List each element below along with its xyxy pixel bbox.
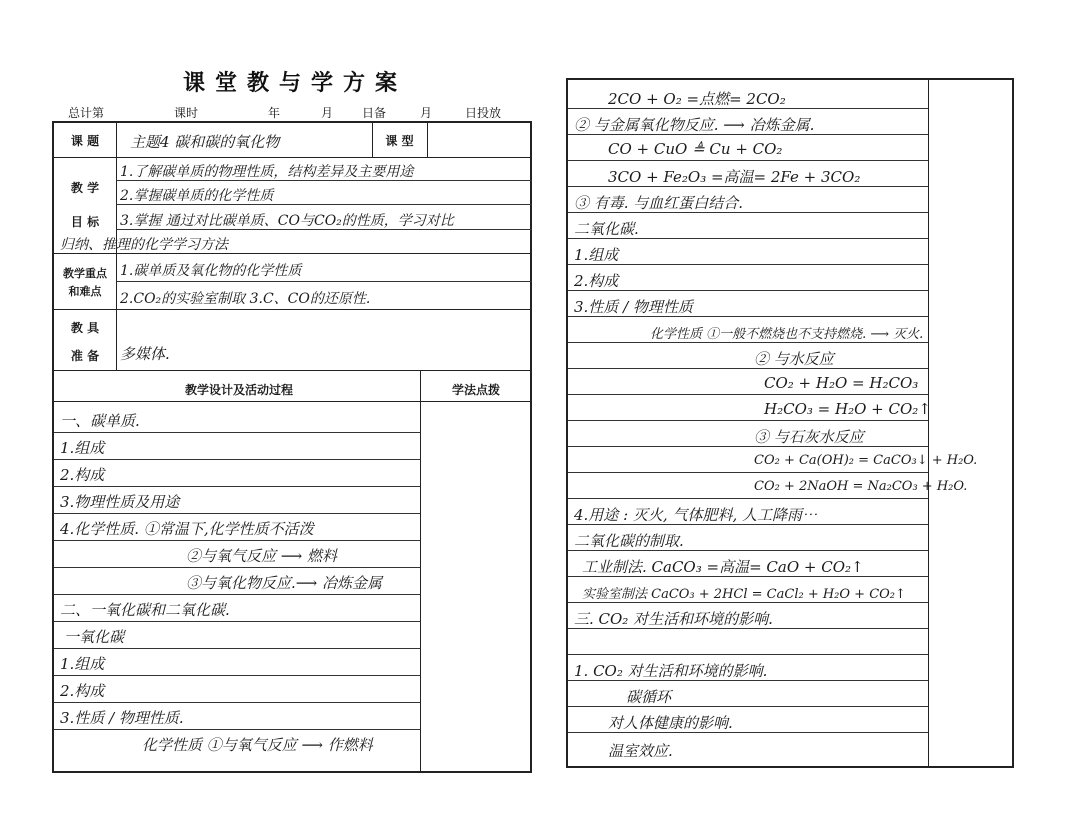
continuation-page	[566, 78, 1014, 768]
tools-label-top: 教 具	[70, 321, 100, 335]
key-point-2: 2.CO₂的实验室制取 3.C、CO的还原性.	[120, 291, 371, 307]
goal-line-2: 2.掌握碳单质的化学性质	[120, 188, 274, 204]
right-line-7: 1.组成	[574, 246, 619, 264]
process-line-8: 二、一氧化碳和二氧化碳.	[60, 601, 230, 619]
process-line-11: 2.构成	[60, 682, 105, 700]
process-line-5: 4.化学性质. ①常温下,化学性质不活泼	[60, 520, 314, 538]
right-line-22: 1. CO₂ 对生活和环境的影响.	[574, 662, 768, 680]
page-title: 课堂教与学方案	[182, 71, 407, 96]
right-line-2: ② 与金属氧化物反应. ⟶ 冶炼金属.	[574, 116, 815, 134]
tools-value: 多媒体.	[120, 345, 170, 363]
right-line-11: ② 与水反应	[754, 350, 834, 368]
goal-line-1: 1.了解碳单质的物理性质，结构差异及主要用途	[120, 164, 414, 180]
meta-release-day: 日投放	[465, 106, 502, 120]
right-line-9: 3.性质 / 物理性质	[574, 298, 693, 316]
right-line-17: 4.用途 : 灭火, 气体肥料, 人工降雨⋯	[574, 506, 817, 524]
right-line-10: 化学性质 ①一般不燃烧也不支持燃烧. ⟶ 灭火.	[650, 327, 924, 342]
right-line-8: 2.构成	[574, 272, 619, 290]
process-line-4: 3.物理性质及用途	[60, 493, 180, 511]
right-line-15: CO₂ + Ca(OH)₂ = CaCO₃↓ + H₂O.	[754, 453, 978, 468]
right-line-21: 三. CO₂ 对生活和环境的影响.	[574, 610, 773, 628]
tools-label-bottom: 准 备	[70, 349, 100, 363]
goal-line-4: 归纳、推理的化学学习方法	[60, 237, 228, 253]
right-line-14: ③ 与石灰水反应	[754, 428, 864, 446]
meta-month: 月	[321, 106, 334, 120]
right-line-18: 二氧化碳的制取.	[574, 532, 684, 550]
type-label: 课 型	[385, 134, 414, 148]
meta-prep-day: 日备	[362, 106, 387, 120]
right-line-16: CO₂ + 2NaOH = Na₂CO₃ + H₂O.	[754, 479, 968, 494]
right-line-23: 碳循环	[626, 688, 672, 706]
process-line-7: ③与氧化物反应.⟶ 冶炼金属	[186, 574, 383, 592]
topic-value: 主题4 碳和碳的氧化物	[130, 133, 280, 151]
process-line-9: 一氧化碳	[64, 628, 125, 646]
right-line-1: 2CO + O₂ =点燃= 2CO₂	[608, 90, 786, 108]
right-line-20: 实验室制法 CaCO₃ + 2HCl = CaCl₂ + H₂O + CO₂↑	[582, 587, 906, 602]
right-line-5: ③ 有毒. 与血红蛋白结合.	[574, 194, 744, 212]
right-line-13: H₂CO₃ = H₂O + CO₂↑	[764, 400, 931, 418]
meta-year: 年	[268, 106, 281, 120]
process-line-2: 1.组成	[60, 439, 105, 457]
process-line-10: 1.组成	[60, 655, 105, 673]
key-label-top: 教学重点	[63, 267, 107, 280]
right-line-25: 温室效应.	[608, 742, 673, 760]
goal-line-3: 3.掌握 通过对比碳单质、CO与CO₂的性质，学习对比	[120, 213, 454, 229]
right-line-12: CO₂ + H₂O = H₂CO₃	[764, 374, 919, 392]
key-point-1: 1.碳单质及氧化物的化学性质	[120, 263, 302, 279]
right-line-4: 3CO + Fe₂O₃ =高温= 2Fe + 3CO₂	[608, 168, 861, 186]
meta-total: 总计第	[68, 106, 105, 120]
right-line-19: 工业制法. CaCO₃ =高温= CaO + CO₂↑	[582, 558, 864, 576]
process-line-3: 2.构成	[60, 466, 105, 484]
right-line-6: 二氧化碳.	[574, 220, 639, 238]
lesson-plan-table	[52, 121, 532, 773]
topic-label: 课 题	[70, 134, 100, 148]
meta-month-2: 月	[420, 106, 433, 120]
meta-lesson: 课时	[174, 106, 199, 120]
process-line-12: 3.性质 / 物理性质.	[60, 709, 184, 727]
right-line-24: 对人体健康的影响.	[608, 714, 733, 732]
design-label: 教学设计及活动过程	[184, 383, 293, 397]
key-label-bottom: 和难点	[68, 285, 102, 298]
goals-label-top: 教 学	[70, 181, 100, 195]
process-line-13: 化学性质 ①与氧气反应 ⟶ 作燃料	[142, 736, 373, 754]
right-line-3: CO + CuO ≜ Cu + CO₂	[608, 140, 783, 158]
process-line-6: ②与氧气反应 ⟶ 燃料	[186, 547, 338, 565]
goals-label-bottom: 目 标	[70, 215, 100, 229]
process-line-1: 一、碳单质.	[60, 412, 140, 430]
tips-label: 学法点拨	[451, 383, 500, 397]
